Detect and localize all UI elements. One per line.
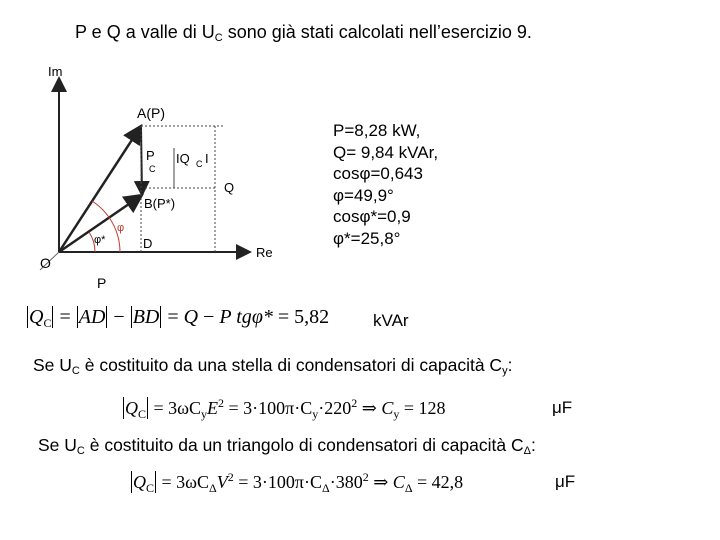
- title-subscript: C: [214, 32, 223, 44]
- point-b-label: B(P*): [144, 196, 176, 211]
- value-phi: φ=49,9°: [333, 185, 394, 205]
- equation-qc-unit: kVAr: [373, 311, 409, 330]
- delta-case-text: Se $U_C$ è costituito da un triangolo di condensatori di capacità $C_\Delta$:: [38, 435, 536, 457]
- qc-bar: I: [205, 151, 209, 166]
- p-label: P: [97, 275, 107, 291]
- point-a-label: A(P): [137, 105, 166, 121]
- axis-im-label: Im: [48, 64, 63, 79]
- star-case-text: Se $U_C$ è costituito da una stella di condensatori di capacità $C_y$:: [33, 355, 513, 377]
- origin-label: O: [40, 255, 51, 271]
- phasor-diagram: [0, 0, 330, 300]
- value-p: P=8,28 kW,: [333, 121, 421, 140]
- value-phi-star: φ*=25,8°: [333, 228, 401, 248]
- values-list: [333, 120, 438, 249]
- equation-star: $Q_C = 3\omega C_yE^2 = 3\cdot 100\pi\cdot C_y\cdot 220^2$ ⇒ $C_y = 128$: [125, 396, 446, 421]
- q-label: Q: [224, 180, 235, 195]
- title-text: P e Q a valle di U: [75, 22, 215, 42]
- equation-qc: $Q_C$ = AD − BD = Q − P tgφ* = 5,82: [29, 306, 330, 330]
- qc-label: IQ: [176, 151, 190, 166]
- value-q: Q= 9,84 kVAr,: [333, 142, 439, 162]
- point-d-label: D: [143, 236, 153, 251]
- qc-subscript: C: [196, 159, 203, 169]
- equation-star-unit: μF: [552, 398, 573, 417]
- phasor-qc: [141, 126, 142, 195]
- value-cosphi-star: cosφ*=0,9: [333, 207, 411, 226]
- pc-subscript: C: [149, 164, 156, 174]
- pc-label: P: [146, 148, 155, 163]
- equation-delta: $Q_C = 3\omega C_\Delta V^2 = 3\cdot 100\pi\cdot C_\Delta\cdot 380^2$ ⇒ $C_\Delta = 42,8$: [133, 470, 464, 495]
- value-cosphi: cosφ=0,643: [333, 164, 423, 183]
- axis-re-label: Re: [256, 245, 273, 260]
- phi-star-label: φ*: [94, 234, 106, 246]
- title-text-end: sono già stati calcolati nell’esercizio 9.: [222, 22, 532, 42]
- equation-delta-unit: μF: [555, 472, 576, 491]
- phi-label: φ: [117, 222, 125, 234]
